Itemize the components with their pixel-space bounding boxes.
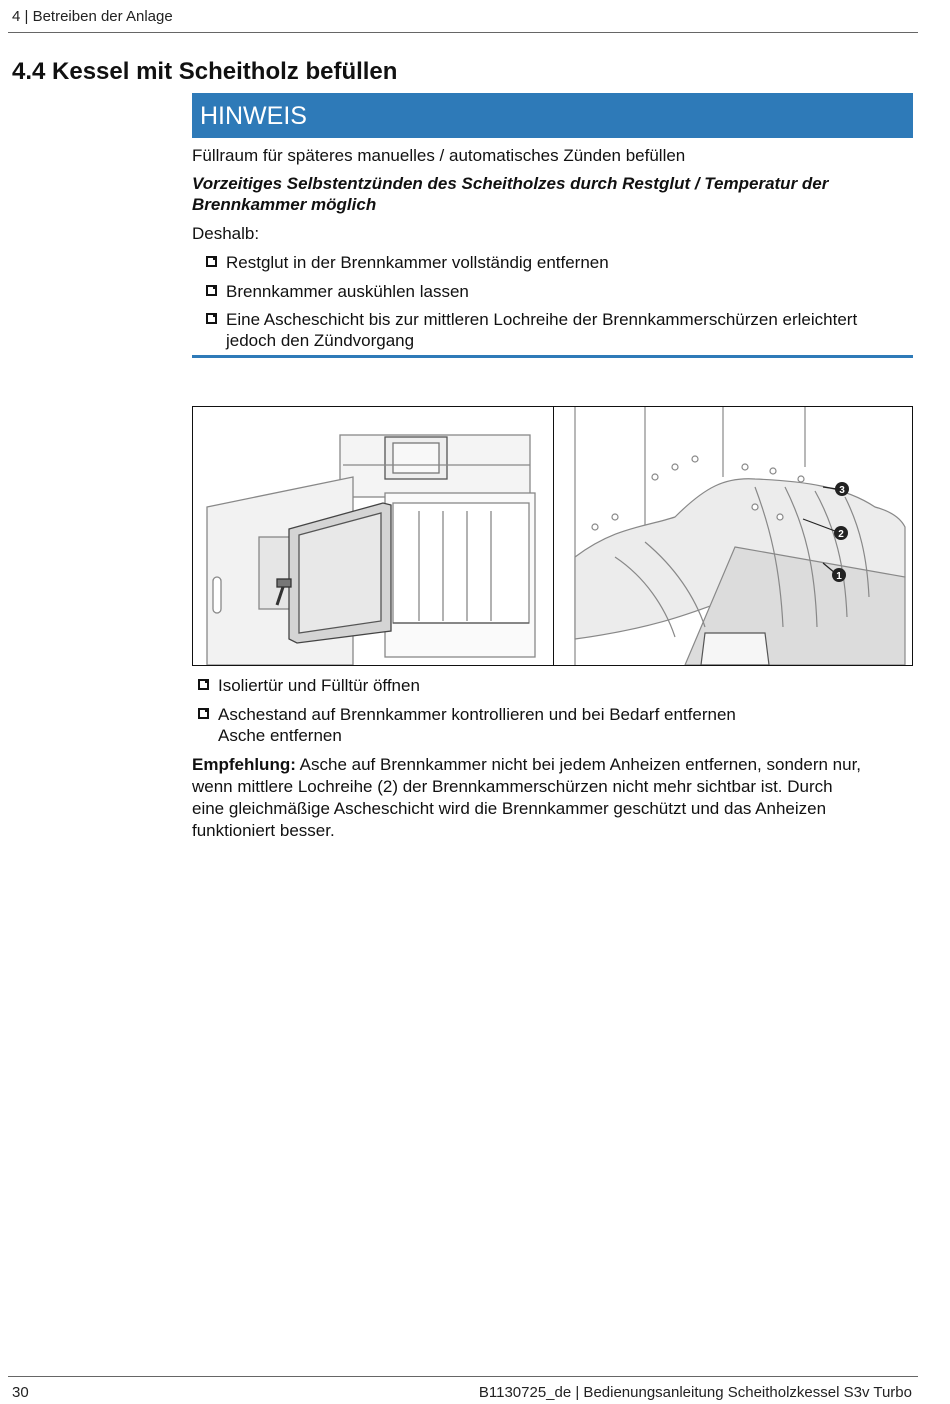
document-title: B1130725_de | Bedienungsanleitung Scheitholzkessel S3v Turbo (478, 1384, 912, 1401)
callout-1 (832, 568, 846, 582)
page-number: 30 (12, 1384, 29, 1401)
boiler-open-door-drawing (193, 407, 553, 665)
warning-text-line1: Vorzeitiges Selbstentzünden des Scheitholzes durch Restglut / Temperatur der (192, 174, 829, 193)
step-item: Aschestand auf Brennkammer kontrollieren und bei Bedarf entfernen (218, 705, 736, 724)
boiler-illustration (192, 406, 913, 666)
warning-text-line2: Brennkammer möglich (192, 195, 377, 214)
running-header: 4 | Betreiben der Anlage (12, 8, 173, 25)
recommendation-line2: wenn mittlere Lochreihe (2) der Brennkammerschürzen nicht mehr sichtbar ist. Durch (192, 777, 833, 796)
step-result: Asche entfernen (218, 726, 342, 745)
checkbox-icon (198, 708, 209, 719)
footer-divider (8, 1376, 918, 1377)
notice-item: Restglut in der Brennkammer vollständig entfernen (226, 253, 609, 272)
step-item: Isoliertür und Fülltür öffnen (218, 676, 420, 695)
recommendation-line1 (192, 754, 861, 775)
checkbox-icon (206, 285, 217, 296)
header-divider (8, 32, 918, 33)
svg-text:1: 1 (836, 571, 842, 582)
recommendation-line4: funktioniert besser. (192, 821, 335, 840)
recommendation-line3: eine gleichmäßige Ascheschicht wird die Brennkammer geschützt und das Anheizen (192, 799, 827, 818)
callout-3 (835, 482, 849, 496)
notice-banner: HINWEIS (192, 93, 913, 138)
checkbox-icon (206, 313, 217, 324)
notice-item-continued: jedoch den Zündvorgang (226, 331, 415, 350)
therefore-label: Deshalb: (192, 224, 260, 243)
recommendation-label: Empfehlung: (192, 755, 296, 774)
svg-text:3: 3 (839, 485, 845, 496)
callout-2 (834, 526, 848, 540)
svg-text:2: 2 (838, 529, 844, 540)
notice-item: Eine Ascheschicht bis zur mittleren Lochreihe der Brennkammerschürzen erleichtert (226, 310, 858, 329)
checkbox-icon (206, 256, 217, 267)
section-title: 4.4 Kessel mit Scheitholz befüllen (12, 58, 398, 85)
combustion-chamber-drawing (555, 407, 913, 665)
notice-text: Füllraum für späteres manuelles / automatisches Zünden befüllen (192, 146, 686, 165)
checkbox-icon (198, 679, 209, 690)
recommendation-text: Asche auf Brennkammer nicht bei jedem Anheizen entfernen, sondern nur, (295, 755, 862, 774)
notice-end-rule (192, 355, 913, 358)
notice-item: Brennkammer auskühlen lassen (226, 282, 469, 301)
figure-divider (553, 407, 554, 665)
